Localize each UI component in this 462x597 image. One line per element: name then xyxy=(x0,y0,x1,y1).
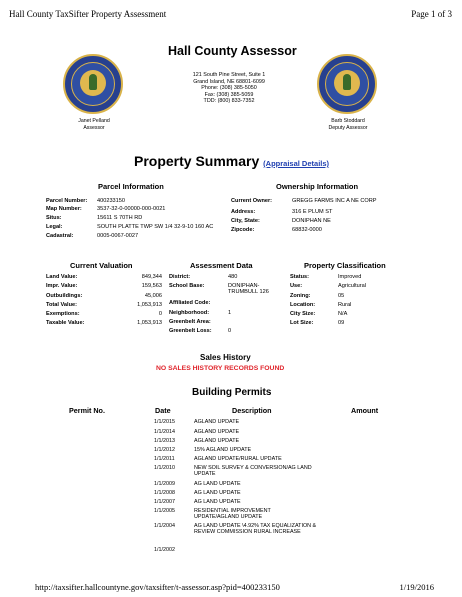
assessor-title: Assessor xyxy=(83,124,105,131)
permit-date: 1/1/2011 xyxy=(154,456,175,462)
valuation-value: 849,344 xyxy=(141,274,162,280)
permit-date: 1/1/2002 xyxy=(154,547,175,553)
owner-label: Current Owner: xyxy=(231,198,273,204)
permit-date: 1/1/2010 xyxy=(154,465,175,471)
page-footer-url: http://taxsifter.hallcountyne.gov/taxsifter/t-assessor.asp?pid=400233150 xyxy=(35,582,280,592)
classification-heading: Property Classification xyxy=(304,261,386,270)
classification-value: Improved xyxy=(338,274,362,280)
tdd: TDD: (800) 833-7352 xyxy=(203,98,255,105)
owner-value: DONIPHAN NE xyxy=(292,218,331,224)
col-permit-no: Permit No. xyxy=(69,406,105,415)
owner-value: GREGG FARMS INC A NE CORP xyxy=(292,198,377,204)
assessment-label: Affiliated Code: xyxy=(169,300,211,306)
owner-label: City, State: xyxy=(231,218,260,224)
valuation-label: Impr. Value: xyxy=(46,283,78,289)
county-seal-right-icon xyxy=(317,54,377,114)
appraisal-details-link[interactable]: (Appraisal Details) xyxy=(263,159,330,168)
deputy-title: Deputy Assessor xyxy=(328,124,368,131)
parcel-label: Map Number: xyxy=(46,206,82,212)
classification-label: Lot Size: xyxy=(290,320,314,326)
parcel-label: Parcel Number: xyxy=(46,198,88,204)
permit-description: NEW SOIL SURVEY & CONVERSION/AG LAND UPDATE xyxy=(194,465,312,478)
assessment-label: Neighborhood: xyxy=(169,310,210,316)
owner-value: 68832-0000 xyxy=(292,227,322,233)
permit-date: 1/1/2013 xyxy=(154,438,175,444)
assessment-label: Greenbelt Area: xyxy=(169,319,211,325)
classification-label: Location: xyxy=(290,302,316,308)
permit-description: AG LAND UPDATE xyxy=(194,481,241,487)
permit-description: AG LAND UPDATE xyxy=(194,499,241,505)
classification-label: Status: xyxy=(290,274,309,280)
permit-date: 1/1/2007 xyxy=(154,499,175,505)
permit-description: AGLAND UPDATE xyxy=(194,438,240,444)
address-line: 121 South Pine Street, Suite 1 xyxy=(192,72,266,78)
col-description: Description xyxy=(232,406,272,415)
classification-label: City Size: xyxy=(290,311,316,317)
permit-date: 1/1/2012 xyxy=(154,447,175,453)
parcel-heading: Parcel Information xyxy=(98,182,164,191)
assessment-value: DONIPHAN-TRUMBULL 126 xyxy=(228,283,269,296)
sales-empty-message: NO SALES HISTORY RECORDS FOUND xyxy=(156,365,285,372)
assessor-signature xyxy=(58,118,130,131)
assessor-name: Janet Pelland xyxy=(78,118,110,124)
valuation-label: Taxable Value: xyxy=(46,320,85,326)
deputy-signature xyxy=(312,118,384,131)
classification-label: Use: xyxy=(290,283,303,289)
parcel-value: 0005-0067-0027 xyxy=(97,233,139,239)
owner-value: 316 E PLUM ST xyxy=(292,209,333,215)
phone: Phone: (308) 385-5050 xyxy=(201,85,257,92)
classification-value: 09 xyxy=(338,320,345,326)
county-seal-left-icon xyxy=(63,54,123,114)
property-summary-title: Property Summary xyxy=(134,153,260,169)
deputy-name: Barb Stoddard xyxy=(331,118,365,124)
valuation-value: 1,053,913 xyxy=(137,302,162,308)
permit-date: 1/1/2009 xyxy=(154,481,175,487)
ownership-heading: Ownership Information xyxy=(276,182,359,191)
col-date: Date xyxy=(155,406,171,415)
assessment-label: Greenbelt Loss: xyxy=(169,328,212,334)
permit-description: RESIDENTIAL IMPROVEMENT UPDATE/AGLAND UPDATE xyxy=(194,508,271,521)
permit-date: 1/1/2014 xyxy=(154,429,175,435)
permit-description: AGLAND UPDATE/RURAL UPDATE xyxy=(194,456,282,462)
fax: Fax: (308) 385-5059 xyxy=(204,91,254,98)
permit-date: 1/1/2004 xyxy=(154,523,175,529)
valuation-value: 0 xyxy=(158,311,162,317)
permit-description: AGLAND UPDATE xyxy=(194,429,240,435)
assessment-value: 480 xyxy=(228,274,238,280)
permit-description: 15% AGLAND UPDATE xyxy=(194,447,252,453)
assessment-value: 0 xyxy=(228,328,232,334)
office-title: Hall County Assessor xyxy=(168,44,297,58)
page-footer-date: 1/19/2016 xyxy=(399,582,434,592)
assessment-heading: Assessment Data xyxy=(190,261,253,270)
permit-description: AG LAND UPDATE xyxy=(194,490,241,496)
permit-date: 1/1/2015 xyxy=(154,419,175,425)
parcel-label: Cadastral: xyxy=(46,233,74,239)
permit-description: AG LAND UPDATE \4.92% TAX EQUALIZATION & REVIEW COMMISSION RURAL INCREASE xyxy=(194,523,317,536)
valuation-value: 1,053,913 xyxy=(137,320,162,326)
valuation-value: 159,563 xyxy=(141,283,162,289)
classification-value: Rural xyxy=(338,302,352,308)
parcel-label: Legal: xyxy=(46,224,63,230)
assessment-value: 1 xyxy=(228,310,232,316)
assessment-label: District: xyxy=(169,274,191,280)
classification-value: N/A xyxy=(338,311,348,317)
address-line: Grand Island, NE 68801-6099 xyxy=(193,78,265,85)
parcel-value: SOUTH PLATTE TWP SW 1/4 32-9-10 160 AC xyxy=(97,224,214,230)
permit-date: 1/1/2005 xyxy=(154,508,175,514)
parcel-value: 3537-32-0-00000-000-0021 xyxy=(97,206,166,212)
parcel-value: 400233150 xyxy=(97,198,125,204)
valuation-label: Outbuildings: xyxy=(46,293,83,299)
permits-heading: Building Permits xyxy=(192,387,272,398)
office-address xyxy=(159,72,299,105)
parcel-value: 15611 S 70TH RD xyxy=(97,215,143,221)
valuation-value: 45,006 xyxy=(144,293,162,299)
classification-value: Agricultural xyxy=(338,283,366,289)
permit-date: 1/1/2008 xyxy=(154,490,175,496)
page-header-title: Hall County TaxSifter Property Assessment xyxy=(9,9,167,19)
classification-value: 05 xyxy=(338,293,345,299)
page-number: Page 1 of 3 xyxy=(411,9,452,19)
page-title xyxy=(134,153,329,169)
valuation-label: Total Value: xyxy=(46,302,77,308)
parcel-label: Situs: xyxy=(46,215,62,221)
classification-label: Zoning: xyxy=(290,293,311,299)
owner-label: Zipcode: xyxy=(231,227,255,233)
col-amount: Amount xyxy=(351,406,379,415)
valuation-label: Land Value: xyxy=(46,274,78,280)
valuation-heading: Current Valuation xyxy=(70,261,133,270)
assessment-label: School Base: xyxy=(169,283,205,289)
permit-description: AGLAND UPDATE xyxy=(194,419,240,425)
sales-heading: Sales History xyxy=(200,353,251,362)
owner-label: Address: xyxy=(231,209,256,215)
valuation-label: Exemptions: xyxy=(46,311,80,317)
